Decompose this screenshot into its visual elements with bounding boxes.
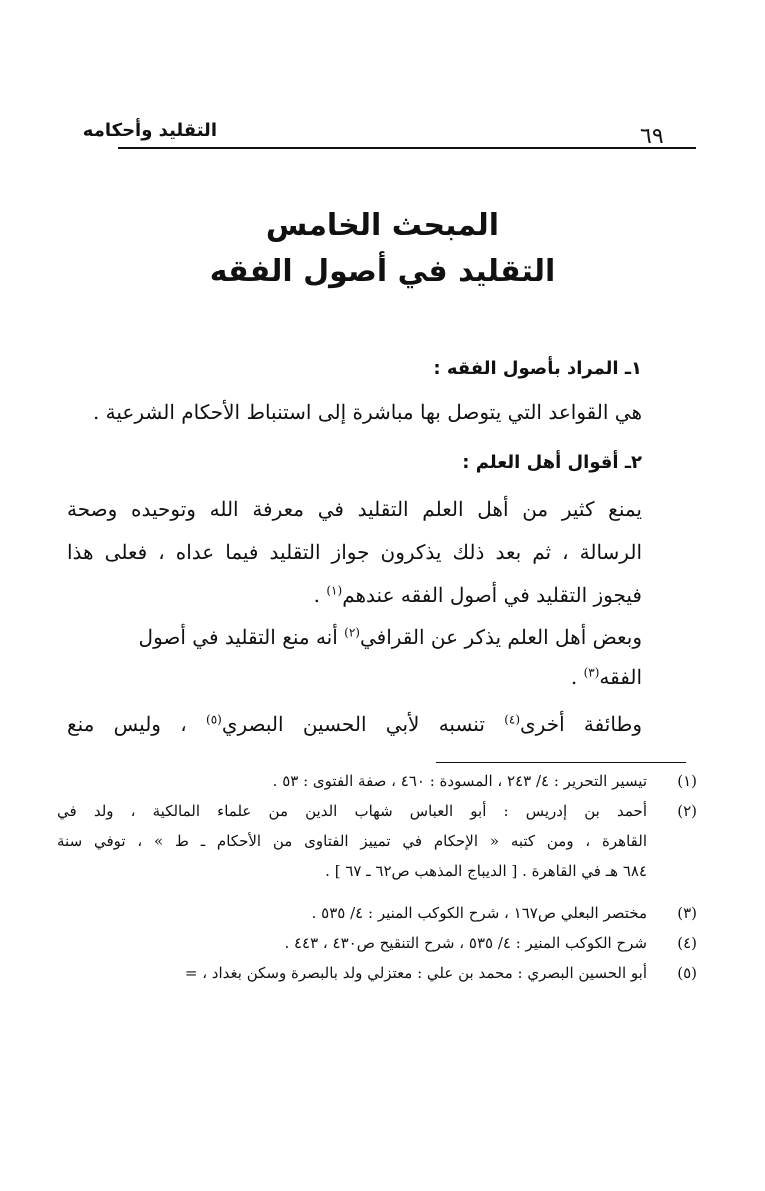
footnote-rule xyxy=(436,762,686,763)
page-number: ٦٩ xyxy=(640,124,664,149)
footnote-line: أحمد بن إدريس : أبو العباس شهاب الدين من علماء المالكية ، ولد في xyxy=(57,802,647,820)
running-title: التقليد وأحكامه xyxy=(82,120,217,141)
section-heading-2: ٢ـ أقوال أهل العلم : xyxy=(462,452,642,473)
section-1-text: هي القواعد التي يتوصل بها مباشرة إلى استنباط الأحكام الشرعية . xyxy=(92,400,642,424)
footnote-number: (٤) xyxy=(677,934,697,952)
paragraph-2-line-2-text: الفقه xyxy=(599,665,642,689)
footnote-line: القاهرة ، ومن كتبه « الإحكام في تمييز الفتاوى من الأحكام ـ ط » ، توفي سنة xyxy=(57,832,647,850)
footnote-ref-5: (٥) xyxy=(206,712,222,727)
footnote-2 xyxy=(57,796,697,886)
footnote-ref-2: (٢) xyxy=(344,625,360,640)
paragraph-3-line-1 xyxy=(67,712,642,736)
footnote-5 xyxy=(57,958,697,988)
paragraph-2-line-2-end: . xyxy=(570,665,584,689)
paragraph-3-b: تنسبه لأبي الحسين البصري xyxy=(221,712,505,736)
header-rule xyxy=(118,147,696,149)
footnote-number: (٥) xyxy=(677,964,697,982)
paragraph-2-line-1-b: أنه منع التقليد في أصول xyxy=(138,625,345,649)
footnote-line: شرح الكوكب المنير : ٤/ ٥٣٥ ، شرح التنقيح ص٤٣٠ ، ٤٤٣ . xyxy=(284,934,647,952)
footnote-number: (٣) xyxy=(677,904,697,922)
footnote-line: ٦٨٤ هـ في القاهرة . [ الديباج المذهب ص٦٢ ـ ٦٧ ] . xyxy=(325,862,647,880)
paragraph-3-a: وطائفة أخرى xyxy=(520,712,643,736)
footnote-line: تيسير التحرير : ٤/ ٢٤٣ ، المسودة : ٤٦٠ ، صفة الفتوى : ٥٣ . xyxy=(272,772,647,790)
paragraph-2-line-1 xyxy=(139,625,642,649)
paragraph-1-line-3 xyxy=(314,583,642,607)
footnote-4 xyxy=(57,928,697,958)
footnote-ref-4: (٤) xyxy=(504,712,521,727)
chapter-subtitle: التقليد في أصول الفقه xyxy=(209,254,556,289)
footnote-3 xyxy=(57,898,697,928)
paragraph-1-line-3-text: فيجوز التقليد في أصول الفقه عندهم xyxy=(342,583,642,607)
footnote-number: (٢) xyxy=(677,802,697,820)
footnote-ref-3: (٣) xyxy=(583,665,600,680)
paragraph-1-line-1: يمنع كثير من أهل العلم التقليد في معرفة الله وتوحيده وصحة xyxy=(67,497,642,521)
paragraph-1-line-2: الرسالة ، ثم بعد ذلك يذكرون جواز التقليد فيما عداه ، فعلى هذا xyxy=(67,540,642,564)
paragraph-2-line-2 xyxy=(571,665,642,689)
chapter-title: المبحث الخامس xyxy=(265,208,500,243)
footnote-number: (١) xyxy=(677,772,697,790)
footnote-line: مختصر البعلي ص١٦٧ ، شرح الكوكب المنير : ٤/ ٥٣٥ . xyxy=(311,904,647,922)
footnote-ref-1: (١) xyxy=(326,583,343,598)
footnote-1 xyxy=(57,766,697,796)
paragraph-3-c: ، وليس منع xyxy=(67,712,206,736)
footnote-line: أبو الحسين البصري : محمد بن علي : معتزلي ولد بالبصرة وسكن بغداد ، = xyxy=(184,964,647,982)
section-heading-1: ١ـ المراد بأصول الفقه : xyxy=(433,358,642,379)
paragraph-2-line-1-a: وبعض أهل العلم يذكر عن القرافي xyxy=(359,625,642,649)
paragraph-1-line-3-end: . xyxy=(313,583,327,607)
